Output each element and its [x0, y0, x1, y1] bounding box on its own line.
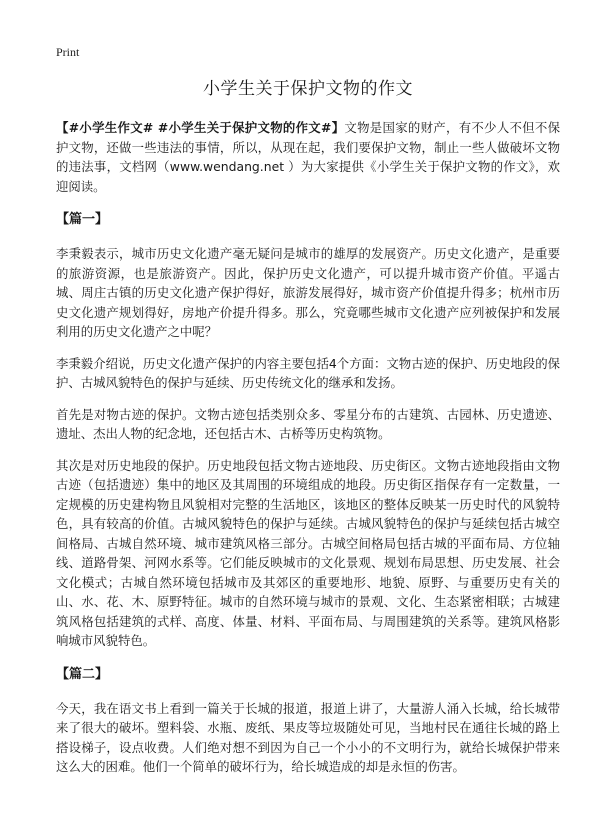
section-heading-1: 【篇一】: [56, 212, 109, 227]
intro-tag: 【#小学生作文# #小学生关于保护文物的作文#】: [56, 120, 345, 135]
section-2-paragraph-1: 今天，我在语文书上看到一篇关于长城的报道，报道上讲了，大量游人涌入长城，给长城带来了很大的破坏。塑料袋、水瓶、废纸、果皮等垃圾随处可见，当地村民在通往长城的路上搭设梯子，设点收费。人们绝对想不到因为自己一个小小的不文明行为，就给长城保护带来这么大的困难。他们一个简单的破坏行为，给长城造成的却是永恒的伤害。: [56, 700, 560, 774]
intro-text: 文物是国家的财产，有不少人不但不保护文物，还做一些违法的事情，所以，从现在起，我们要保护文物，制止一些人做破坏文物的违法事，文档网（www.wendang.net ）为大家提供《小学生关于保护文物的作文》，欢迎阅读。: [56, 120, 561, 194]
print-label: Print: [56, 45, 80, 59]
section-heading-2: 【篇二】: [56, 666, 109, 682]
section-1-paragraph-1: 李秉毅表示，城市历史文化遗产毫无疑问是城市的雄厚的发展资产。历史文化遗产，是重要的旅游资源，也是旅游资产。因此，保护历史文化遗产，可以提升城市资产价值。平遥古城、周庄古镇的历史文化遗产保护得好，旅游发展得好，城市资产价值提升得多；杭州市历史文化遗产规划得好，房地产价提升得多。那么，究竟哪些城市文化遗产应列被保护和发展利用的历史文化遗产之中呢？: [56, 246, 560, 339]
intro-paragraph: [56, 118, 560, 196]
section-1-paragraph-2: 李秉毅介绍说，历史文化遗产保护的内容主要包括4个方面：文物古迹的保护、历史地段的保护、古城风貌特色的保护与延续、历史传统文化的继承和发扬。: [56, 355, 560, 390]
section-1-paragraph-4: 其次是对历史地段的保护。历史地段包括文物古迹地段、历史街区。文物古迹地段指由文物古迹（包括遗迹）集中的地区及其周围的环境组成的地段。历史街区指保存有一定数量，一定规模的历史建构物且风貌相对完整的生活地区，该地区的整体反映某一历史时代的风貌特色，具有较高的价值。古城风貌特色的保护与延续。古城风貌特色的保护与延续包括古城空间格局、古城自然环境、城市建筑风格三部分。古城空间格局包括古城的平面布局、方位轴线、道路骨架、河网水系等。它们能反映城市的文化景观、规划布局思想、历史发展、社会文化模式；古城自然环境包括城市及其郊区的重要地形、地貌、原野、与重要历史有关的山、水、花、木、原野特征。城市的自然环境与城市的景观、文化、生态紧密相联；古城建筑风格包括建筑的式样、高度、体量、材料、平面布局、与周围建筑的关系等。建筑风格影响城市风貌特色。: [56, 457, 560, 648]
page-title: 小学生关于保护文物的作文: [203, 79, 413, 99]
section-1-paragraph-3: 首先是对物古迹的保护。文物古迹包括类别众多、零星分布的古建筑、古园林、历史遗迹、遗址、杰出人物的纪念地，还包括古木、古桥等历史构筑物。: [56, 406, 560, 441]
